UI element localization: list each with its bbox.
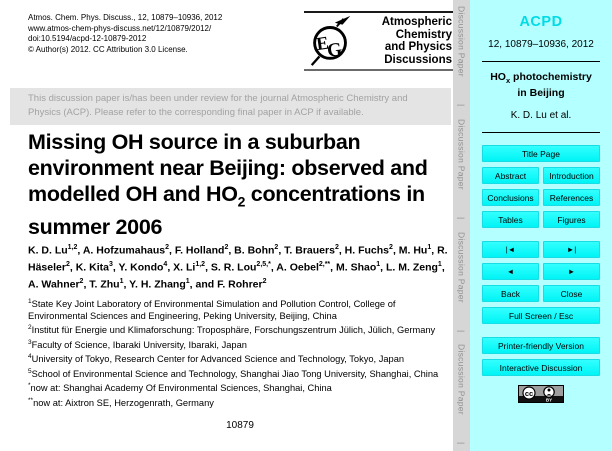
- svg-text:E: E: [315, 32, 330, 55]
- egu-globe-logo: [306, 14, 356, 68]
- next-page-button[interactable]: [543, 263, 600, 280]
- paper-title: Missing OH source in a suburban environment near Beijing: observed and modelled OH and $HO_2$ concentrations in summer 2006: [28, 130, 428, 240]
- spine-segment: [453, 0, 470, 113]
- affiliation: $^4$University of Tokyo, Research Center for Advanced Science and Technology, Tokyo, Japan: [28, 353, 405, 365]
- spine-segment: [453, 113, 470, 226]
- spine-label: Discussion Paper: [456, 118, 467, 190]
- bar-glyph: |: [505, 245, 508, 255]
- journal-name-line: Chemistry: [395, 28, 452, 41]
- sidebar-citation: 12, 10879–10936, 2012: [488, 39, 594, 50]
- citation-url[interactable]: www.atmos-chem-phys-discuss.net/12/10879/2012/: [28, 23, 212, 33]
- affiliation: $^1$State Key Joint Laboratory of Environmental Simulation and Pollution Control, College of Environmental Sciences and Engineering, Peking University, Beijing, China: [28, 298, 396, 321]
- review-notice-banner: This discussion paper is/has been under review for the journal Atmospheric Chemistry and Physics (ACP). Please refer to the corresponding final paper in ACP if available.: [10, 88, 451, 125]
- journal-masthead: [304, 11, 453, 71]
- affiliation-note: *now at: Shanghai Academy Of Environmental Sciences, Shanghai, China: [28, 382, 332, 394]
- left-arrow-icon: ◄: [506, 267, 515, 277]
- conclusions-button[interactable]: Conclusions: [482, 189, 539, 206]
- cc-by-license-badge[interactable]: [518, 385, 564, 403]
- citation-line: Atmos. Chem. Phys. Discuss., 12, 10879–10936, 2012: [28, 13, 223, 22]
- navigation-sidebar: [470, 0, 612, 451]
- journal-name-line: Discussions: [384, 53, 452, 66]
- figures-button[interactable]: Figures: [543, 211, 600, 228]
- spine-separator: |: [456, 104, 467, 107]
- title-page-button[interactable]: Title Page: [482, 145, 600, 162]
- back-button[interactable]: Back: [482, 285, 539, 302]
- divider: [482, 61, 600, 62]
- divider: [482, 132, 600, 133]
- svg-text:G: G: [325, 39, 344, 62]
- previous-page-button[interactable]: [482, 263, 539, 280]
- spine-separator: |: [456, 329, 467, 333]
- spine-label: Discussion Paper: [456, 231, 467, 303]
- affiliation: $^3$Faculty of Science, Ibaraki University, Ibaraki, Japan: [28, 338, 247, 350]
- citation-block: [28, 13, 222, 55]
- svg-text:BY: BY: [545, 397, 553, 403]
- page-number: 10879: [226, 420, 254, 431]
- interactive-discussion-button[interactable]: Interactive Discussion: [482, 359, 600, 376]
- journal-abbrev: ACPD: [519, 14, 563, 30]
- tables-button[interactable]: Tables: [482, 211, 539, 228]
- svg-text:cc: cc: [524, 388, 534, 398]
- journal-name: [382, 16, 453, 66]
- close-button[interactable]: Close: [543, 285, 600, 302]
- affiliation-note: **now at: Aixtron SE, Herzogenrath, Germany: [28, 397, 214, 409]
- spine-separator: |: [456, 442, 467, 445]
- spine-label: Discussion Paper: [456, 6, 467, 77]
- first-page-button[interactable]: [482, 241, 539, 258]
- short-authors: K. D. Lu et al.: [510, 110, 572, 122]
- nav-buttons: [482, 140, 600, 376]
- affiliation: $^2$Institut für Energie und Klimaforschung: Troposphäre, Forschungszentrum Jülich, Jülich, Germany: [28, 324, 436, 336]
- author-list: K. D. Lu$^{1,2}$, A. Hofzumahaus$^2$, F. Holland$^2$, B. Bohn$^2$, T. Brauers$^2$, H. Fuchs$^2$, M. Hu$^1$, R. Häseler$^2$, K. Kita$^3$, Y. Kondo$^4$, X. Li$^{1,2}$, S. R. Lou$^{2,5,*}$, A. Oebel$^{2,**}$, M. Shao$^1$, L. M. Zeng$^1$, A. Wahner$^2$, T. Zhu$^1$, Y. H. Zhang$^1$, and F. Rohrer$^2$: [28, 244, 448, 291]
- last-page-button[interactable]: [543, 241, 600, 258]
- fullscreen-button[interactable]: Full Screen / Esc: [482, 307, 600, 324]
- journal-name-line: Atmospheric: [381, 16, 452, 28]
- right-arrow-icon: ►: [566, 245, 575, 255]
- abstract-button[interactable]: Abstract: [482, 167, 539, 184]
- spine-label: Discussion Paper: [456, 344, 467, 416]
- affiliation-list: [28, 296, 456, 410]
- references-button[interactable]: References: [543, 189, 600, 206]
- citation-license: © Author(s) 2012. CC Attribution 3.0 License.: [28, 44, 188, 54]
- introduction-button[interactable]: Introduction: [543, 167, 600, 184]
- printer-friendly-button[interactable]: Printer-friendly Version: [482, 337, 600, 354]
- short-title: $HO_x$ photochemistry in Beijing: [490, 71, 592, 100]
- attribution-person-icon: [544, 387, 554, 397]
- bar-glyph: |: [574, 245, 577, 255]
- journal-name-line: and Physics: [384, 41, 452, 53]
- citation-doi[interactable]: doi:10.5194/acpd-12-10879-2012: [28, 34, 147, 43]
- affiliation: $^5$School of Environmental Science and Technology, Shanghai Jiao Tong University, Shanghai, China: [28, 367, 439, 379]
- spine-separator: |: [456, 216, 467, 220]
- right-arrow-icon: ►: [567, 267, 576, 277]
- left-arrow-icon: ◄: [507, 245, 516, 255]
